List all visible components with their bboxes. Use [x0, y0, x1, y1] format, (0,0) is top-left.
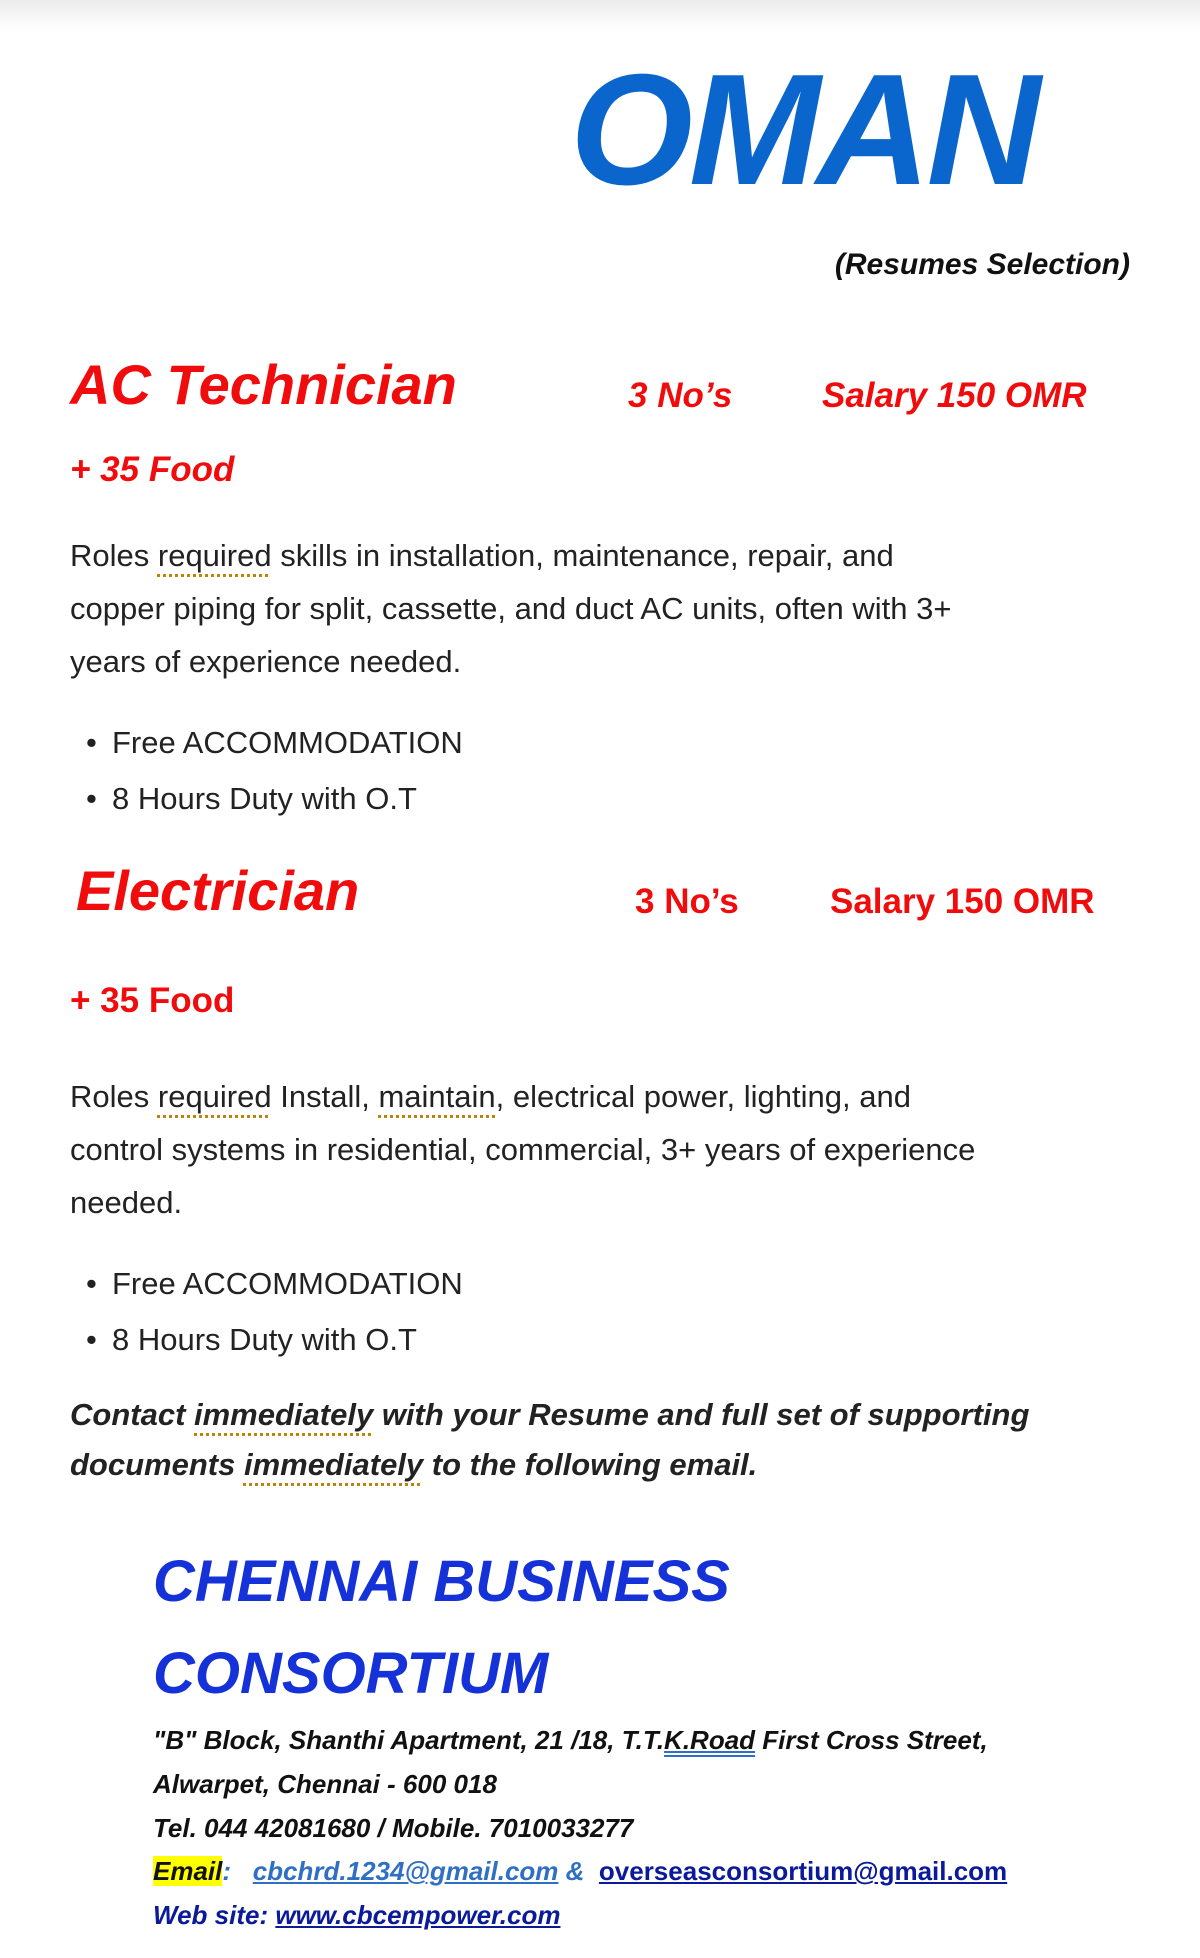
company-phone: Tel. 044 42081680 / Mobile. 7010033277 [153, 1813, 634, 1843]
top-shade [0, 0, 1200, 30]
benefit-item: • Free ACCOMMODATION [112, 1266, 463, 1302]
company-name: CONSORTIUM [153, 1641, 549, 1706]
text: with your Resume and full set of supporting [373, 1397, 1030, 1432]
job-salary: Salary 150 OMR [830, 882, 1095, 921]
website-link[interactable]: www.cbcempower.com [275, 1900, 561, 1930]
benefit-item: • Free ACCOMMODATION [112, 725, 463, 761]
job-title-ac-technician: AC Technician [70, 353, 457, 416]
job-food: + 35 Food [70, 981, 235, 1020]
text: & [565, 1856, 585, 1886]
job-salary: Salary 150 OMR [822, 376, 1087, 415]
benefit-item: • 8 Hours Duty with O.T [112, 781, 417, 817]
text: immediately [243, 1447, 424, 1482]
text: Install, [271, 1079, 379, 1114]
email-link-2[interactable]: overseasconsortium@gmail.com [598, 1856, 1008, 1886]
job-description-line: years of experience needed. [70, 644, 462, 679]
contact-instruction [70, 1447, 757, 1483]
text: Roles [70, 1079, 158, 1114]
text: : [222, 1856, 232, 1886]
email-link-1[interactable]: cbchrd.1234@gmail.com [252, 1856, 559, 1886]
text: required [157, 1079, 272, 1114]
email-label: Email [153, 1856, 223, 1886]
job-count: 3 No’s [635, 882, 739, 921]
benefit-item: • 8 Hours Duty with O.T [112, 1322, 417, 1358]
company-email [153, 1856, 1007, 1887]
contact-instruction [70, 1397, 1029, 1433]
job-description-line: needed. [70, 1185, 183, 1220]
text: , electrical power, lighting, and [495, 1079, 911, 1114]
job-description-line: copper piping for split, cassette, and duct AC units, often with 3+ [70, 591, 952, 626]
company-name: CHENNAI BUSINESS [153, 1549, 730, 1614]
job-food: + 35 Food [70, 450, 235, 489]
text: maintain [378, 1079, 496, 1114]
text: "B" Block, Shanthi Apartment, 21 /18, T.T. [153, 1725, 665, 1755]
text: to the following email. [423, 1447, 758, 1482]
text: skills in installation, maintenance, repair, and [271, 538, 894, 573]
company-address: Alwarpet, Chennai - 600 018 [153, 1769, 497, 1799]
text: K.Road [664, 1725, 756, 1755]
text: First Cross Street, [755, 1725, 988, 1755]
text: documents [70, 1447, 244, 1482]
job-description-line [70, 538, 894, 574]
page-title: OMAN [570, 42, 1037, 218]
text: required [157, 538, 272, 573]
text: Contact [70, 1397, 194, 1432]
company-address [153, 1725, 988, 1756]
text: immediately [194, 1397, 374, 1432]
job-description-line: control systems in residential, commercial, 3+ years of experience [70, 1132, 976, 1167]
job-count: 3 No’s [628, 376, 733, 415]
company-website [153, 1900, 560, 1931]
page-subtitle: (Resumes Selection) [834, 248, 1130, 281]
website-label: Web site: [153, 1900, 269, 1930]
job-description-line [70, 1079, 911, 1115]
job-title-electrician: Electrician [76, 859, 360, 922]
text: Roles [70, 538, 158, 573]
